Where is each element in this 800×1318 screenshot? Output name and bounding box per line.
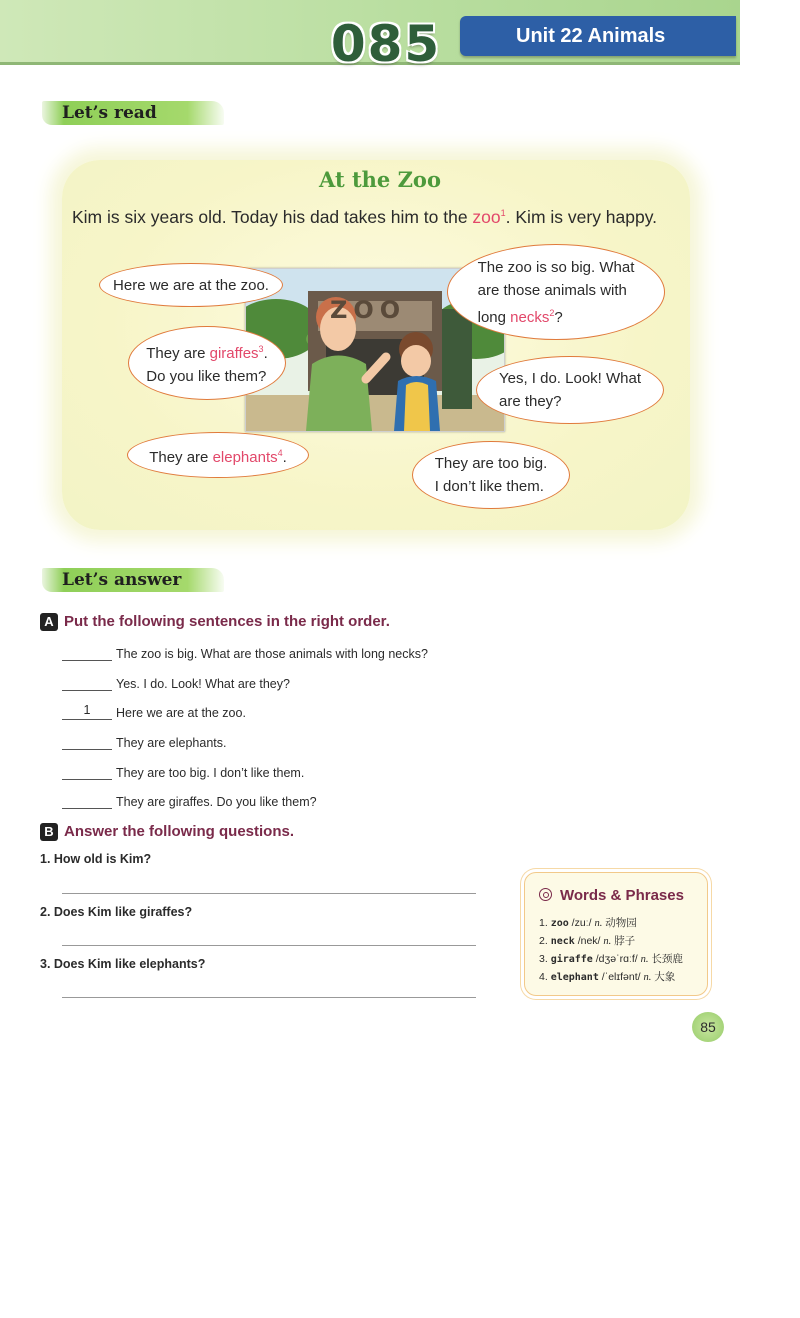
order-item: 1 Here we are at the zoo. [62,703,246,723]
order-answer-blank[interactable] [62,733,112,750]
vocab-word-giraffes: giraffes [209,345,259,362]
speech-bubble-kim-3: They are too big. I don’t like them. [412,441,570,509]
target-circle-icon [539,888,552,901]
order-item: They are too big. I don’t like them. [62,763,304,783]
lesson-number: 085 [330,15,442,73]
order-item: They are elephants. [62,733,227,753]
story-intro: Kim is six years old. Today his dad takes him to the zoo$^1$. Kim is very happy. [72,207,658,227]
order-answer-blank[interactable] [62,792,112,809]
speech-bubble-kim-1: The zoo is so big. What are those animals with long necks$^2$? [447,244,665,340]
word-entry-neck: 2. neck /nek/ n. 脖子 [539,935,636,947]
answer-line-1[interactable] [62,893,476,894]
order-answer-blank[interactable] [62,763,112,780]
page-number: 85 [692,1012,724,1042]
order-item: They are giraffes. Do you like them? [62,792,317,812]
exercise-a-instruction: Put the following sentences in the right order. [64,613,390,630]
order-answer-blank[interactable]: 1 [62,703,112,720]
words-phrases-title: Words & Phrases [539,887,684,904]
order-item: The zoo is big. What are those animals with long necks? [62,644,428,664]
question-2: 2. Does Kim like giraffes? [40,905,193,919]
section-label-answer: Let’s answer [42,568,224,592]
speech-bubble-dad-1: Here we are at the zoo. [99,263,283,307]
vocab-word-elephants: elephants [212,448,278,466]
section-label-read: Let’s read [42,101,224,125]
vocab-word-zoo: zoo [472,207,501,227]
exercise-a-heading [40,613,390,631]
order-answer-blank[interactable] [62,644,112,661]
question-3: 3. Does Kim like elephants? [40,957,206,971]
exercise-b-instruction: Answer the following questions. [64,823,295,840]
word-entry-elephant: 4. elephant /ˈelɪfənt/ n. 大象 [539,971,676,983]
words-phrases-box [524,872,708,996]
speech-bubble-dad-3: They are elephants$^4$. [127,432,309,478]
exercise-b-letter: B [40,823,58,841]
exercise-b-heading [40,823,294,841]
word-entry-zoo: 1. zoo /zuː/ n. 动物园 [539,917,637,929]
order-item: Yes. I do. Look! What are they? [62,674,290,694]
story-title: At the Zoo [319,167,441,192]
exercise-a-letter: A [40,613,58,631]
question-1: 1. How old is Kim? [40,852,152,866]
order-answer-blank[interactable] [62,674,112,691]
zoo-sign: ZOO [330,296,407,324]
unit-title: Unit 22 Animals [460,16,736,56]
answer-line-2[interactable] [62,945,476,946]
vocab-word-necks: necks [510,308,550,326]
answer-line-3[interactable] [62,997,476,998]
speech-bubble-dad-2: They are giraffes$^3$. Do you like them? [128,326,286,400]
speech-bubble-kim-2: Yes, I do. Look! What are they? [476,356,664,424]
word-entry-giraffe: 3. giraffe /dʒəˈrɑːf/ n. 长颈鹿 [539,953,683,965]
